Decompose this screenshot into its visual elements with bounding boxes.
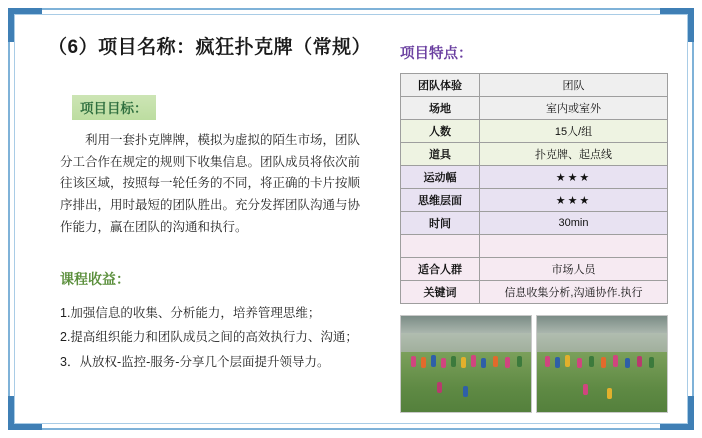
photo-person — [613, 355, 618, 367]
photo-person — [517, 356, 522, 367]
table-row — [401, 74, 668, 97]
photo-person — [493, 356, 498, 367]
photo-person — [555, 357, 560, 368]
photo-person — [411, 356, 416, 367]
table-row — [401, 235, 668, 258]
list-item: 3．从放权-监控-服务-分享几个层面提升领导力。 — [60, 354, 330, 369]
table-cell-value — [480, 235, 668, 258]
activity-photo-left — [400, 315, 532, 413]
benefit-heading: 课程收益： — [60, 271, 130, 288]
photo-person — [607, 388, 612, 399]
features-heading: 项目特点： — [400, 46, 473, 62]
table-cell-value: 团队 — [480, 74, 668, 97]
photo-person — [583, 384, 588, 395]
table-cell-key: 道具 — [401, 143, 480, 166]
photo-roof — [401, 316, 531, 333]
table-cell-key: 关键词 — [401, 281, 480, 304]
photo-gallery — [400, 315, 668, 413]
photo-person — [637, 356, 642, 367]
photo-person — [441, 358, 446, 368]
table-cell-value: ★★★ — [480, 189, 668, 212]
table-row — [401, 120, 668, 143]
photo-person — [505, 357, 510, 368]
table-row — [401, 143, 668, 166]
table-cell-value: 信息收集分析,沟通协作.执行 — [480, 281, 668, 304]
table-cell-key: 思维层面 — [401, 189, 480, 212]
photo-person — [601, 357, 606, 368]
benefit-list — [60, 301, 366, 374]
table-row — [401, 189, 668, 212]
table-cell-key: 时间 — [401, 212, 480, 235]
photo-person — [545, 356, 550, 367]
table-cell-key: 运动幅 — [401, 166, 480, 189]
photo-person — [625, 358, 630, 368]
left-column — [30, 28, 382, 374]
table-row — [401, 166, 668, 189]
photo-roof — [537, 316, 667, 333]
table-cell-key: 适合人群 — [401, 258, 480, 281]
objective-heading: 项目目标： — [72, 95, 156, 120]
table-cell-value: 15人/组 — [480, 120, 668, 143]
photo-person — [589, 356, 594, 367]
table-cell-value: 市场人员 — [480, 258, 668, 281]
photo-person — [565, 355, 570, 367]
features-table — [400, 73, 668, 304]
right-column — [400, 28, 670, 413]
photo-person — [463, 386, 468, 397]
table-cell-key: 团队体验 — [401, 74, 480, 97]
table-cell-key: 人数 — [401, 120, 480, 143]
table-row — [401, 281, 668, 304]
list-item: 2.提高组织能力和团队成员之间的高效执行力、沟通； — [60, 330, 358, 345]
photo-person — [649, 357, 654, 368]
photo-person — [421, 357, 426, 368]
table-cell-value: 室内或室外 — [480, 97, 668, 120]
objective-text: 利用一套扑克牌牌，模拟为虚拟的陌生市场，团队分工合作在规定的规则下收集信息。团队成员将依次前往该区域，按照每一轮任务的不同，将正确的卡片按顺序排出，用时最短的团队胜出。充分发挥团队沟通与协作能力，赢在团队的沟通和执行。 — [60, 132, 361, 235]
photo-person — [461, 357, 466, 368]
slide-content — [22, 22, 680, 416]
table-cell-key: 场地 — [401, 97, 480, 120]
photo-person — [577, 358, 582, 368]
photo-person — [431, 355, 436, 367]
activity-photo-right — [536, 315, 668, 413]
table-row — [401, 97, 668, 120]
table-row — [401, 212, 668, 235]
photo-person — [437, 382, 442, 393]
table-cell-value: 扑克牌、起点线 — [480, 143, 668, 166]
list-item: 1.加强信息的收集、分析能力，培养管理思维； — [60, 306, 321, 321]
photo-person — [451, 356, 456, 367]
page-title: （6）项目名称：疯狂扑克牌（常规） — [48, 37, 372, 58]
table-row — [401, 258, 668, 281]
table-cell-key — [401, 235, 480, 258]
photo-person — [471, 355, 476, 367]
table-cell-value: ★★★ — [480, 166, 668, 189]
photo-person — [481, 358, 486, 368]
table-cell-value: 30min — [480, 212, 668, 235]
